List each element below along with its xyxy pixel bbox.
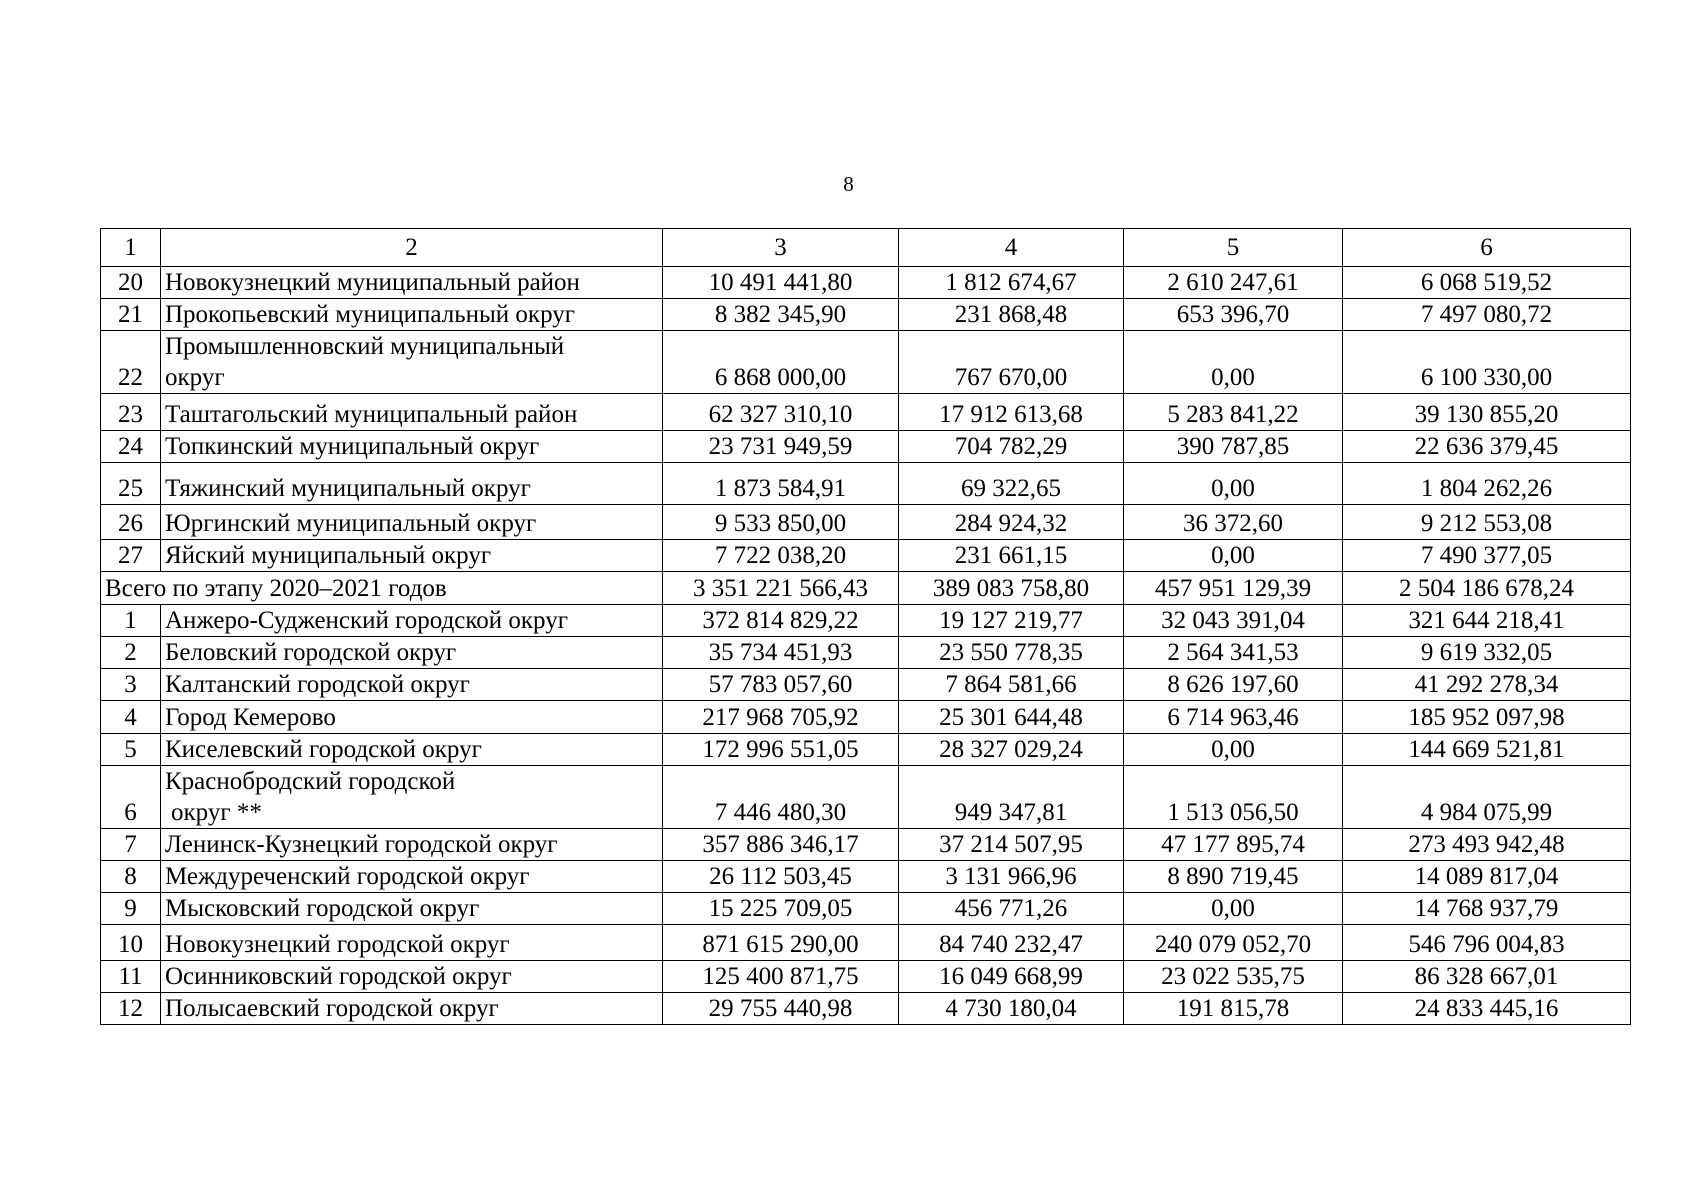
row-number: 24 <box>101 431 161 463</box>
municipality-name: Мысковский городской округ <box>161 893 663 925</box>
value-cell: 4 984 075,99 <box>1343 766 1631 829</box>
value-cell: 6 100 330,00 <box>1343 331 1631 394</box>
value-cell: 47 177 895,74 <box>1124 829 1343 861</box>
row-number: 25 <box>101 463 161 505</box>
value-cell: 17 912 613,68 <box>899 394 1124 431</box>
total-value-cell: 457 951 129,39 <box>1124 572 1343 605</box>
value-cell: 6 868 000,00 <box>663 331 899 394</box>
value-cell: 2 564 341,53 <box>1124 637 1343 669</box>
row-number: 8 <box>101 861 161 893</box>
municipality-name: Яйский муниципальный округ <box>161 540 663 572</box>
municipality-name: Анжеро-Судженский городской округ <box>161 605 663 637</box>
municipality-name <box>161 766 663 829</box>
municipality-name-line: округ <box>165 364 225 391</box>
value-cell: 390 787,85 <box>1124 431 1343 463</box>
value-cell: 7 490 377,05 <box>1343 540 1631 572</box>
value-cell: 3 131 966,96 <box>899 861 1124 893</box>
table-row <box>101 893 1631 925</box>
table-row <box>101 961 1631 993</box>
value-cell: 69 322,65 <box>899 463 1124 505</box>
value-cell: 9 533 850,00 <box>663 505 899 540</box>
value-cell: 1 873 584,91 <box>663 463 899 505</box>
value-cell: 36 372,60 <box>1124 505 1343 540</box>
value-cell: 8 890 719,45 <box>1124 861 1343 893</box>
value-cell: 0,00 <box>1124 893 1343 925</box>
municipality-name: Новокузнецкий городской округ <box>161 925 663 961</box>
municipality-name: Полысаевский городской округ <box>161 993 663 1025</box>
row-number: 23 <box>101 394 161 431</box>
row-number: 12 <box>101 993 161 1025</box>
value-cell: 9 619 332,05 <box>1343 637 1631 669</box>
municipality-name: Междуреченский городской округ <box>161 861 663 893</box>
value-cell: 273 493 942,48 <box>1343 829 1631 861</box>
municipality-name: Юргинский муниципальный округ <box>161 505 663 540</box>
value-cell: 32 043 391,04 <box>1124 605 1343 637</box>
table-row <box>101 394 1631 431</box>
value-cell: 8 382 345,90 <box>663 299 899 331</box>
total-row <box>101 572 1631 605</box>
table-row <box>101 829 1631 861</box>
value-cell: 5 283 841,22 <box>1124 394 1343 431</box>
value-cell: 284 924,32 <box>899 505 1124 540</box>
value-cell: 2 610 247,61 <box>1124 267 1343 299</box>
municipality-name: Беловский городской округ <box>161 637 663 669</box>
value-cell: 172 996 551,05 <box>663 734 899 766</box>
table-row <box>101 540 1631 572</box>
table-body <box>101 229 1631 1025</box>
value-cell: 19 127 219,77 <box>899 605 1124 637</box>
header-cell: 3 <box>663 229 899 267</box>
value-cell: 456 771,26 <box>899 893 1124 925</box>
value-cell: 84 740 232,47 <box>899 925 1124 961</box>
municipality-name: Калтанский городской округ <box>161 669 663 701</box>
row-number: 5 <box>101 734 161 766</box>
value-cell: 871 615 290,00 <box>663 925 899 961</box>
value-cell: 9 212 553,08 <box>1343 505 1631 540</box>
municipality-name: Топкинский муниципальный округ <box>161 431 663 463</box>
value-cell: 546 796 004,83 <box>1343 925 1631 961</box>
data-table <box>100 228 1631 1025</box>
header-cell: 6 <box>1343 229 1631 267</box>
value-cell: 7 497 080,72 <box>1343 299 1631 331</box>
value-cell: 1 513 056,50 <box>1124 766 1343 829</box>
value-cell: 23 550 778,35 <box>899 637 1124 669</box>
row-number: 26 <box>101 505 161 540</box>
total-value-cell: 3 351 221 566,43 <box>663 572 899 605</box>
value-cell: 16 049 668,99 <box>899 961 1124 993</box>
value-cell: 7 864 581,66 <box>899 669 1124 701</box>
value-cell: 321 644 218,41 <box>1343 605 1631 637</box>
value-cell: 949 347,81 <box>899 766 1124 829</box>
table-row <box>101 766 1631 829</box>
header-cell: 5 <box>1124 229 1343 267</box>
value-cell: 0,00 <box>1124 734 1343 766</box>
row-number: 2 <box>101 637 161 669</box>
municipality-name-line: Промышленновский муниципальный <box>165 333 565 360</box>
value-cell: 231 661,15 <box>899 540 1124 572</box>
municipality-name: Таштагольский муниципальный район <box>161 394 663 431</box>
row-number: 11 <box>101 961 161 993</box>
table-row <box>101 861 1631 893</box>
table-row <box>101 431 1631 463</box>
value-cell: 1 804 262,26 <box>1343 463 1631 505</box>
value-cell: 15 225 709,05 <box>663 893 899 925</box>
value-cell: 22 636 379,45 <box>1343 431 1631 463</box>
municipality-name: Новокузнецкий муниципальный район <box>161 267 663 299</box>
municipality-name: Киселевский городской округ <box>161 734 663 766</box>
value-cell: 372 814 829,22 <box>663 605 899 637</box>
table-row <box>101 669 1631 701</box>
municipality-name <box>161 331 663 394</box>
value-cell: 26 112 503,45 <box>663 861 899 893</box>
total-label: Всего по этапу 2020–2021 годов <box>101 572 663 605</box>
value-cell: 14 089 817,04 <box>1343 861 1631 893</box>
municipality-name-line: округ ** <box>171 799 262 826</box>
value-cell: 191 815,78 <box>1124 993 1343 1025</box>
page-number: 8 <box>843 172 854 196</box>
value-cell: 57 783 057,60 <box>663 669 899 701</box>
value-cell: 23 731 949,59 <box>663 431 899 463</box>
row-number: 20 <box>101 267 161 299</box>
value-cell: 6 068 519,52 <box>1343 267 1631 299</box>
table-row <box>101 463 1631 505</box>
table-row <box>101 701 1631 734</box>
column-number-header <box>101 229 1631 267</box>
row-number: 6 <box>101 766 161 829</box>
row-number: 4 <box>101 701 161 734</box>
row-number: 22 <box>101 331 161 394</box>
value-cell: 23 022 535,75 <box>1124 961 1343 993</box>
value-cell: 653 396,70 <box>1124 299 1343 331</box>
value-cell: 24 833 445,16 <box>1343 993 1631 1025</box>
row-number: 27 <box>101 540 161 572</box>
value-cell: 62 327 310,10 <box>663 394 899 431</box>
municipality-name: Тяжинский муниципальный округ <box>161 463 663 505</box>
row-number: 1 <box>101 605 161 637</box>
total-value-cell: 389 083 758,80 <box>899 572 1124 605</box>
table-row <box>101 925 1631 961</box>
table-row <box>101 267 1631 299</box>
row-number: 21 <box>101 299 161 331</box>
value-cell: 144 669 521,81 <box>1343 734 1631 766</box>
value-cell: 231 868,48 <box>899 299 1124 331</box>
value-cell: 37 214 507,95 <box>899 829 1124 861</box>
row-number: 7 <box>101 829 161 861</box>
value-cell: 704 782,29 <box>899 431 1124 463</box>
value-cell: 28 327 029,24 <box>899 734 1124 766</box>
header-cell: 2 <box>161 229 663 267</box>
municipality-name: Город Кемерово <box>161 701 663 734</box>
value-cell: 39 130 855,20 <box>1343 394 1631 431</box>
value-cell: 41 292 278,34 <box>1343 669 1631 701</box>
value-cell: 0,00 <box>1124 331 1343 394</box>
row-number: 9 <box>101 893 161 925</box>
value-cell: 29 755 440,98 <box>663 993 899 1025</box>
municipality-name: Осинниковский городской округ <box>161 961 663 993</box>
row-number: 3 <box>101 669 161 701</box>
value-cell: 25 301 644,48 <box>899 701 1124 734</box>
table-row <box>101 505 1631 540</box>
header-cell: 4 <box>899 229 1124 267</box>
value-cell: 1 812 674,67 <box>899 267 1124 299</box>
value-cell: 8 626 197,60 <box>1124 669 1343 701</box>
header-cell: 1 <box>101 229 161 267</box>
municipality-name: Прокопьевский муниципальный округ <box>161 299 663 331</box>
value-cell: 7 446 480,30 <box>663 766 899 829</box>
value-cell: 4 730 180,04 <box>899 993 1124 1025</box>
table-row <box>101 331 1631 394</box>
table-row <box>101 734 1631 766</box>
value-cell: 14 768 937,79 <box>1343 893 1631 925</box>
table-row <box>101 605 1631 637</box>
value-cell: 86 328 667,01 <box>1343 961 1631 993</box>
value-cell: 125 400 871,75 <box>663 961 899 993</box>
value-cell: 10 491 441,80 <box>663 267 899 299</box>
total-value-cell: 2 504 186 678,24 <box>1343 572 1631 605</box>
table-row <box>101 637 1631 669</box>
value-cell: 767 670,00 <box>899 331 1124 394</box>
value-cell: 357 886 346,17 <box>663 829 899 861</box>
municipality-name: Ленинск-Кузнецкий городской округ <box>161 829 663 861</box>
table-row <box>101 993 1631 1025</box>
row-number: 10 <box>101 925 161 961</box>
value-cell: 6 714 963,46 <box>1124 701 1343 734</box>
municipality-name-line: Краснобродский городской <box>165 768 456 795</box>
value-cell: 240 079 052,70 <box>1124 925 1343 961</box>
value-cell: 217 968 705,92 <box>663 701 899 734</box>
value-cell: 0,00 <box>1124 463 1343 505</box>
value-cell: 35 734 451,93 <box>663 637 899 669</box>
value-cell: 0,00 <box>1124 540 1343 572</box>
value-cell: 185 952 097,98 <box>1343 701 1631 734</box>
table-row <box>101 299 1631 331</box>
value-cell: 7 722 038,20 <box>663 540 899 572</box>
